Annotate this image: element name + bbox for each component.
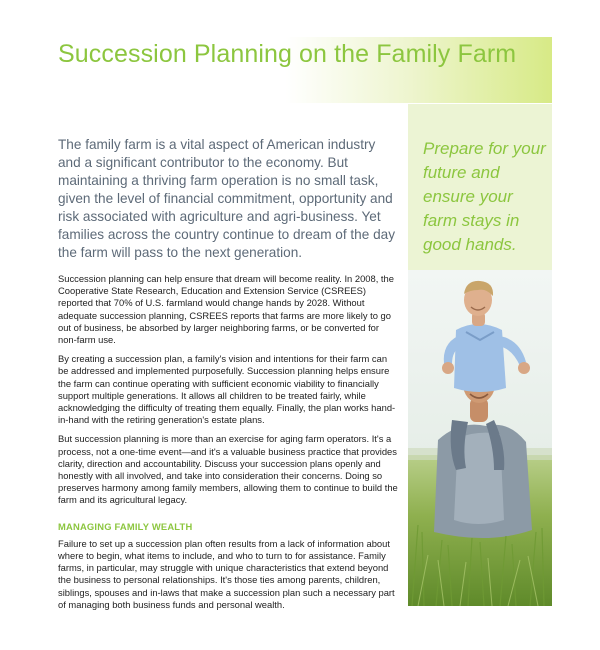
father-son-field-photo [408,270,552,606]
intro-text [58,136,398,262]
section-paragraph: Failure to set up a succession plan often results from a lack of information about where to begin, what items to include, and who to turn to for assistance. Family farms, in particular, may struggle with unique characteristics that extend beyond the business to personal relationships. It's those ties among parents, children, siblings, spouses and in-laws that make a succession plan such a necessary part of managing both business funds and personal wealth. [58,537,395,610]
page-title: Succession Planning on the Family Farm [58,40,517,68]
body-paragraph-1: Succession planning can help ensure that dream will become reality. In 2008, the Cooperative State Research, Education and Extension Service (CSREES) reported that 70% of U.S. farmland would change hands by 2028. Without adequate succession planning, CSREES reports that farms are more likely to go out of business, be absorbed by larger neighboring farms, or be converted for non-farm use. [58,273,394,346]
body-text [58,273,398,618]
intro-paragraph: The family farm is a vital aspect of American industry and a significant contributor to the economy. But maintaining a thriving farm operation is no small task, given the level of financial commitment, opportunity and risk associated with agriculture and agri-business. Yet families across the country continue to dream of the day the farm will pass to the next generation. [58,137,395,260]
body-paragraph-3: But succession planning is more than an exercise for aging farm operators. It's a process, not a one-time event—and it's a valuable business practice that provides clarity, direction and accountability. Discuss your succession plans openly and honestly with all involved, and take into consideration their concerns. Doing so preserves harmony among family members, allowing them to continue to build the farm and its agricultural legacy. [58,433,398,506]
section-heading: MANAGING FAMILY WEALTH [58,520,193,532]
body-paragraph-2: By creating a succession plan, a family's vision and intentions for their farm can be addressed and implemented purposefully. Succession planning helps ensure the farm can continue operating with sufficient economic viability to financially support multiple generations. It allows all children to be treated fairly, while acknowledging the difficulty of treating them equally. Finally, the plan works hand-in-hand with the retiring generation's estate plans. [58,353,396,426]
sidebar-tagline: Prepare for your future and ensure your farm stays in good hands. [423,139,546,254]
